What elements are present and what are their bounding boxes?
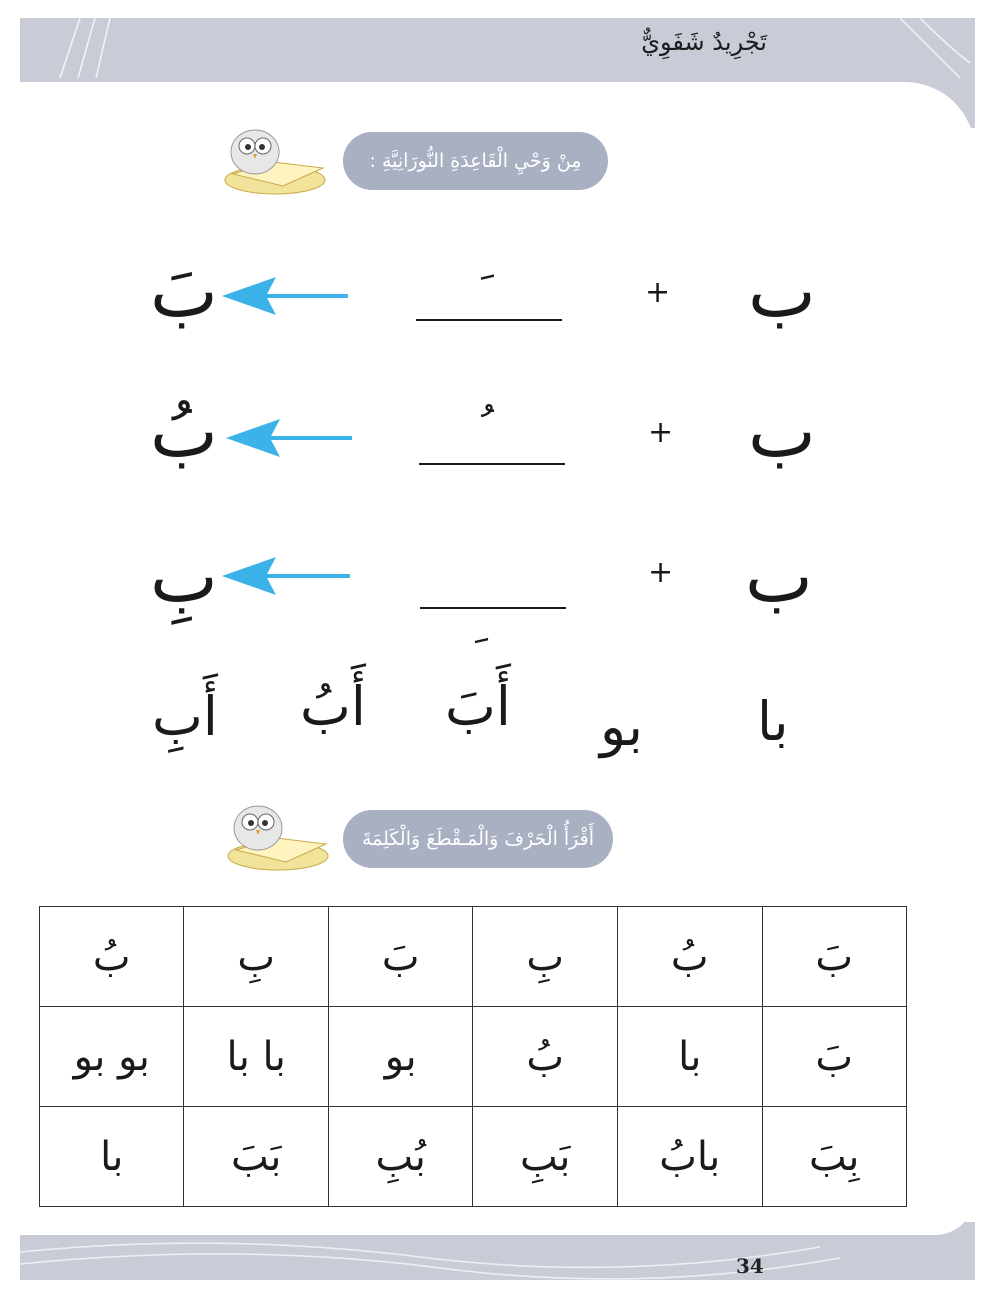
syllable-2: بو — [600, 695, 643, 758]
table-cell: بو بو — [40, 1007, 184, 1107]
result-ba-fatha: بَ — [150, 249, 218, 333]
table-cell: با — [40, 1107, 184, 1207]
table-cell: بُ — [617, 907, 762, 1007]
page-number: 34 — [736, 1254, 764, 1278]
syllable-5: أَبِ — [152, 685, 218, 748]
owl-reading-book-icon — [216, 796, 336, 882]
footer-wave-lines — [20, 1222, 975, 1280]
section-title-1: مِنْ وَحْيِ الْقَاعِدَةِ النُّورَانِيَّةِ : — [343, 132, 608, 190]
table-cell: بَ — [328, 907, 473, 1007]
table-cell: بَ — [762, 1007, 907, 1107]
left-arrow-icon — [222, 557, 352, 595]
table-cell: بُ — [40, 907, 184, 1007]
table-cell: بِ — [184, 907, 329, 1007]
table-row — [40, 1107, 907, 1207]
table-cell: با با — [184, 1007, 329, 1107]
left-arrow-icon — [222, 277, 350, 315]
blank-line-1 — [416, 319, 562, 321]
blank-line-3 — [420, 607, 566, 609]
result-ba-kasra: بِ — [150, 534, 218, 618]
table-row — [40, 1007, 907, 1107]
table-cell: با — [617, 1007, 762, 1107]
table-cell: بِ — [473, 907, 618, 1007]
syllable-1: با — [757, 690, 789, 753]
table-cell: بابُ — [617, 1107, 762, 1207]
plus-sign-1: + — [645, 275, 671, 310]
left-arrow-icon — [226, 419, 354, 457]
letter-ba-3: ب — [745, 534, 813, 618]
section-title-2: أَقْرَأُ الْحَرْفَ وَالْمَـقْطَعَ وَالْكَلِمَةَ — [343, 810, 613, 868]
owl-reading-book-icon — [213, 122, 333, 204]
table-cell: بَ — [762, 907, 907, 1007]
table-cell: بُبِ — [328, 1107, 473, 1207]
page-title: تَجْرِيدٌ شَفَوِيٌّ — [641, 28, 767, 56]
letter-ba-1: ب — [748, 249, 816, 333]
plus-sign-2: + — [648, 415, 674, 450]
table-row — [40, 907, 907, 1007]
letter-ba-2: ب — [748, 389, 816, 473]
table-cell: بو — [328, 1007, 473, 1107]
syllable-4: أَبُ — [300, 675, 366, 738]
plus-sign-3: + — [648, 555, 674, 590]
result-ba-damma: بُ — [150, 389, 218, 473]
reading-table — [39, 906, 907, 1207]
table-cell: بَبِ — [473, 1107, 618, 1207]
blank-line-2 — [419, 463, 565, 465]
table-cell: بِبَ — [762, 1107, 907, 1207]
syllable-3: أَبَ — [445, 675, 511, 738]
table-cell: بُ — [473, 1007, 618, 1107]
header-wave-lines — [20, 18, 975, 128]
table-cell: بَبَ — [184, 1107, 329, 1207]
